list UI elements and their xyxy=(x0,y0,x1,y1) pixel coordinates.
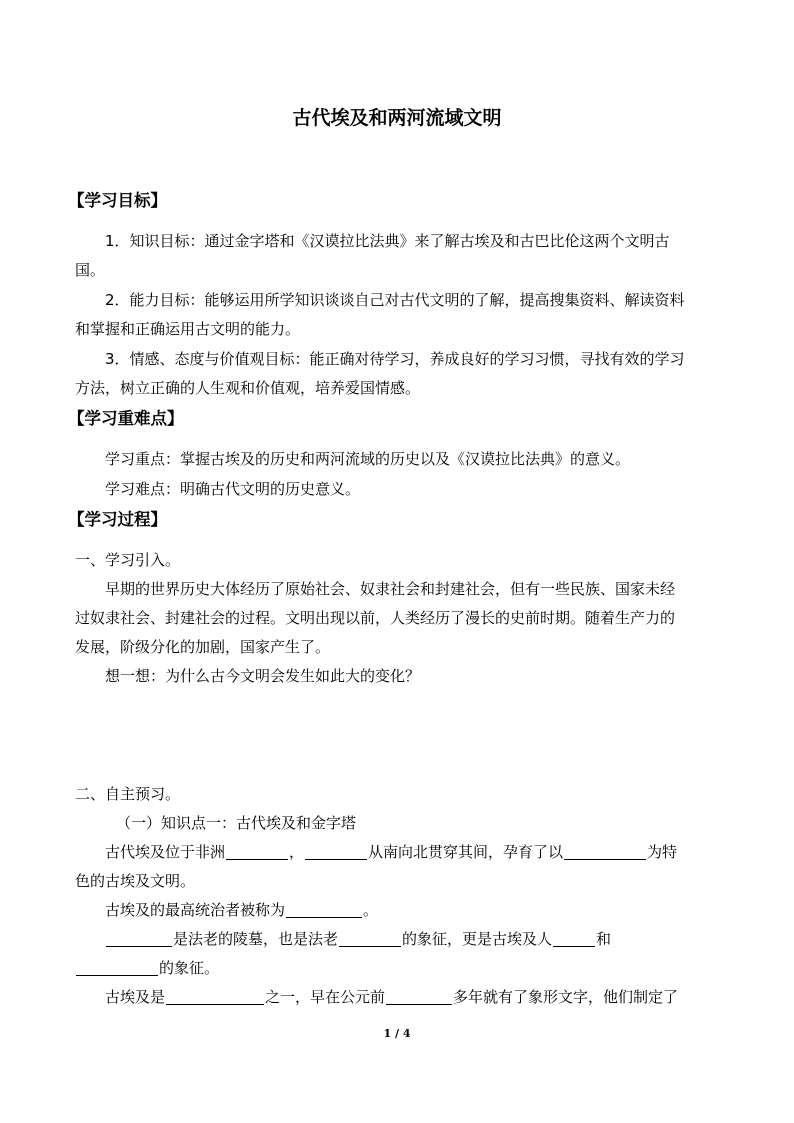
fill-2-text-a: 古埃及的最高统治者被称为 xyxy=(105,901,286,919)
intro-line-3: 发展，阶级分化的加剧，国家产生了。 xyxy=(75,638,331,656)
fill-4-text-c: 多年就有了象形文字，他们制定了 xyxy=(453,988,679,1006)
blank-7[interactable] xyxy=(553,930,595,947)
objective-line-5: 3．情感、态度与价值观目标：能正确对待学习，养成良好的学习习惯，寻找有效的学习 xyxy=(105,350,685,368)
objective-line-4: 和掌握和正确运用古文明的能力。 xyxy=(75,320,301,338)
blank-8[interactable] xyxy=(76,959,158,976)
knowledge-point-1: （一）知识点一：古代埃及和金字塔 xyxy=(116,814,357,832)
intro-line-2: 过奴隶社会、封建社会的过程。文明出现以前，人类经历了漫长的史前时期。随着生产力的 xyxy=(75,609,676,627)
page-number: 1 / 4 xyxy=(383,1027,411,1040)
objective-line-3: 2．能力目标：能够运用所学知识谈谈自己对古代文明的了解，提高搜集资料、解读资料 xyxy=(105,291,685,309)
objectives-heading: 【学习目标】 xyxy=(68,191,167,210)
intro-line-1: 早期的世界历史大体经历了原始社会、奴隶社会和封建社会，但有一些民族、国家未经 xyxy=(105,580,676,598)
blank-10[interactable] xyxy=(386,988,452,1005)
fill-line-2 xyxy=(105,899,378,921)
fill-3-text-b: 的象征，更是古埃及人 xyxy=(402,930,553,948)
fill-3-text-a: 是法老的陵墓，也是法老 xyxy=(173,930,339,948)
preview-heading: 二、自主预习。 xyxy=(75,785,181,803)
blank-4[interactable] xyxy=(286,901,362,918)
difficult-point: 学习难点：明确古代文明的历史意义。 xyxy=(105,480,361,498)
fill-line-1 xyxy=(105,841,677,863)
fill-4-text-a: 古埃及是 xyxy=(105,988,166,1006)
fill-2-text-b: 。 xyxy=(363,901,379,919)
fill-line-3 xyxy=(105,928,611,950)
objective-line-6: 方法，树立正确的人生观和价值观，培养爱国情感。 xyxy=(75,379,421,397)
intro-heading: 一、学习引入。 xyxy=(75,551,181,569)
fill-4-text-b: 之一，早在公元前 xyxy=(265,988,386,1006)
objective-line-2: 国。 xyxy=(75,261,106,279)
objective-line-1: 1．知识目标：通过金字塔和《汉谟拉比法典》来了解古埃及和古巴比伦这两个文明古 xyxy=(105,232,670,250)
document-title: 古代埃及和两河流域文明 xyxy=(292,107,502,129)
fill-1-text-a: 古代埃及位于非洲 xyxy=(105,843,226,861)
fill-3b-text: 的象征。 xyxy=(159,959,220,977)
key-point: 学习重点：掌握古埃及的历史和两河流域的历史以及《汉谟拉比法典》的意义。 xyxy=(105,450,631,468)
process-heading: 【学习过程】 xyxy=(68,510,167,529)
fill-3-text-c: 和 xyxy=(596,930,612,948)
blank-9[interactable] xyxy=(166,988,264,1005)
blank-1[interactable] xyxy=(226,843,288,860)
difficulty-heading: 【学习重难点】 xyxy=(68,409,184,428)
fill-line-1b: 色的古埃及文明。 xyxy=(75,872,196,890)
blank-2[interactable] xyxy=(305,843,367,860)
fill-1-text-c: 从南向北贯穿其间，孕育了以 xyxy=(368,843,564,861)
blank-6[interactable] xyxy=(339,930,401,947)
blank-5[interactable] xyxy=(106,930,172,947)
fill-line-4 xyxy=(105,986,678,1008)
fill-1-text-d: 为特 xyxy=(647,843,678,861)
think-question: 想一想：为什么古今文明会发生如此大的变化？ xyxy=(105,667,421,685)
fill-1-text-b: ， xyxy=(289,843,305,861)
blank-3[interactable] xyxy=(564,843,646,860)
fill-line-3b xyxy=(75,957,219,979)
